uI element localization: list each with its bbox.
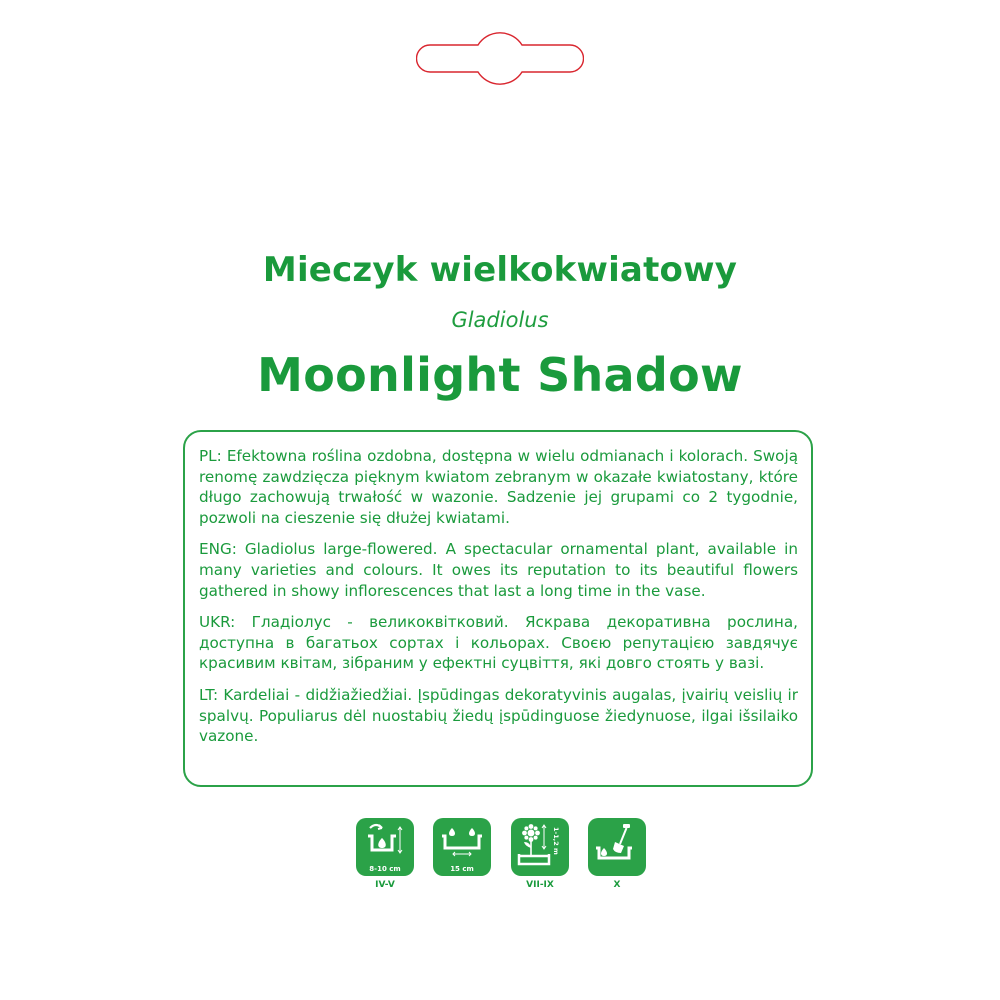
icon-period-flowering: VII-IX [526,880,554,890]
description-eng: ENG: Gladiolus large-flowered. A spectacular ornamental plant, available in many varieties and colours. It owes its reputation to its beautiful flowers gathered in showy inflorescences that last a long time in the vase. [199,540,798,600]
icon-item-digging [587,818,647,890]
icon-caption-depth: 8-10 cm [369,865,401,873]
icon-period-planting: IV-V [375,880,395,890]
icon-item-flowering [510,818,570,890]
icon-period-digging: X [613,880,621,890]
description-pl: PL: Efektowna roślina ozdobna, dostępna w wielu odmianach i kolorach. Swoją renomę zawdzięcza pięknym kwiatom zebranym w okazałe kwiatostany, które długo zachowują trwałość w wazonie. Sadzenie jej grupami co 2 tygodnie, pozwoli na cieszenie się dłużej kwiatami. [199,447,798,527]
icon-caption-height: 1-1,2 m [552,827,560,855]
planting-depth-icon [356,818,414,876]
latin-name: Gladiolus [451,308,549,332]
icon-item-spacing [432,818,492,880]
cultivation-icons [0,818,1000,898]
planting-spacing-icon [433,818,491,876]
common-name-title: Mieczyk wielkokwiatowy [262,250,738,290]
digging-up-icon [588,818,646,876]
hanger-hole-outline [416,30,584,90]
variety-name-title: Moonlight Shadow [257,348,743,402]
description-ukr: UKR: Гладіолус - великоквітковий. Яскрава декоративна рослина, доступна в багатьох сортах і кольорах. Своєю репутацією завдячує красивим квітам, зібраним у ефектні суцвіття, які довго стоять у вазі. [199,613,798,673]
icon-item-planting-depth [355,818,415,890]
description-box [183,430,813,787]
icon-caption-spacing: 15 cm [450,865,474,873]
description-lt: LT: Kardeliai - didžiažiedžiai. Įspūdingas dekoratyvinis augalas, įvairių veislių ir spalvų. Populiarus dėl nuostabių žiedų įspūdinguose žiedynuose, ilgai išsilaiko vazone. [199,685,798,746]
flowering-height-icon [511,818,569,876]
